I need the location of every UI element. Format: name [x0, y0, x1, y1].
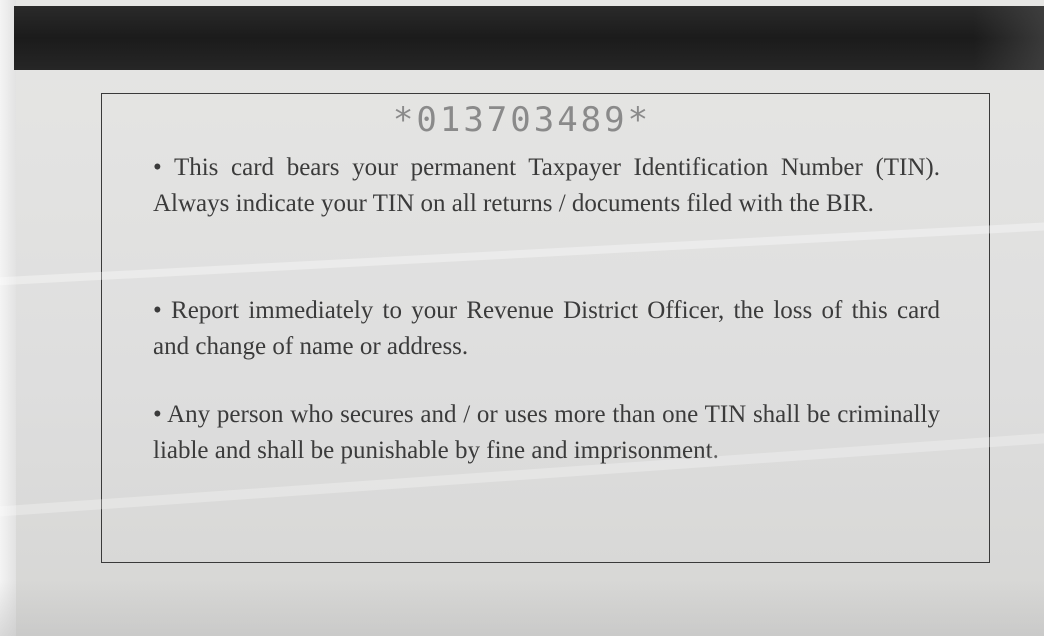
notice-paragraph-penalty: • Any person who secures and / or uses more than one TIN shall be criminally liable and shall be punishable by fine and imprisonment. [153, 401, 940, 464]
notice-paragraph-tin: • This card bears your permanent Taxpayer Identification Number (TIN). Always indicate your TIN on all returns / documents filed with the BIR. [153, 154, 940, 217]
barcode-number [0, 100, 1044, 140]
barcode-text: *013703489* [392, 100, 652, 140]
card-edge [0, 0, 16, 636]
magnetic-stripe [14, 6, 1044, 70]
laminate-shadow [0, 580, 1044, 636]
notice-paragraph-report-loss: • Report immediately to your Revenue District Officer, the loss of this card and change of name or address. [153, 297, 940, 360]
